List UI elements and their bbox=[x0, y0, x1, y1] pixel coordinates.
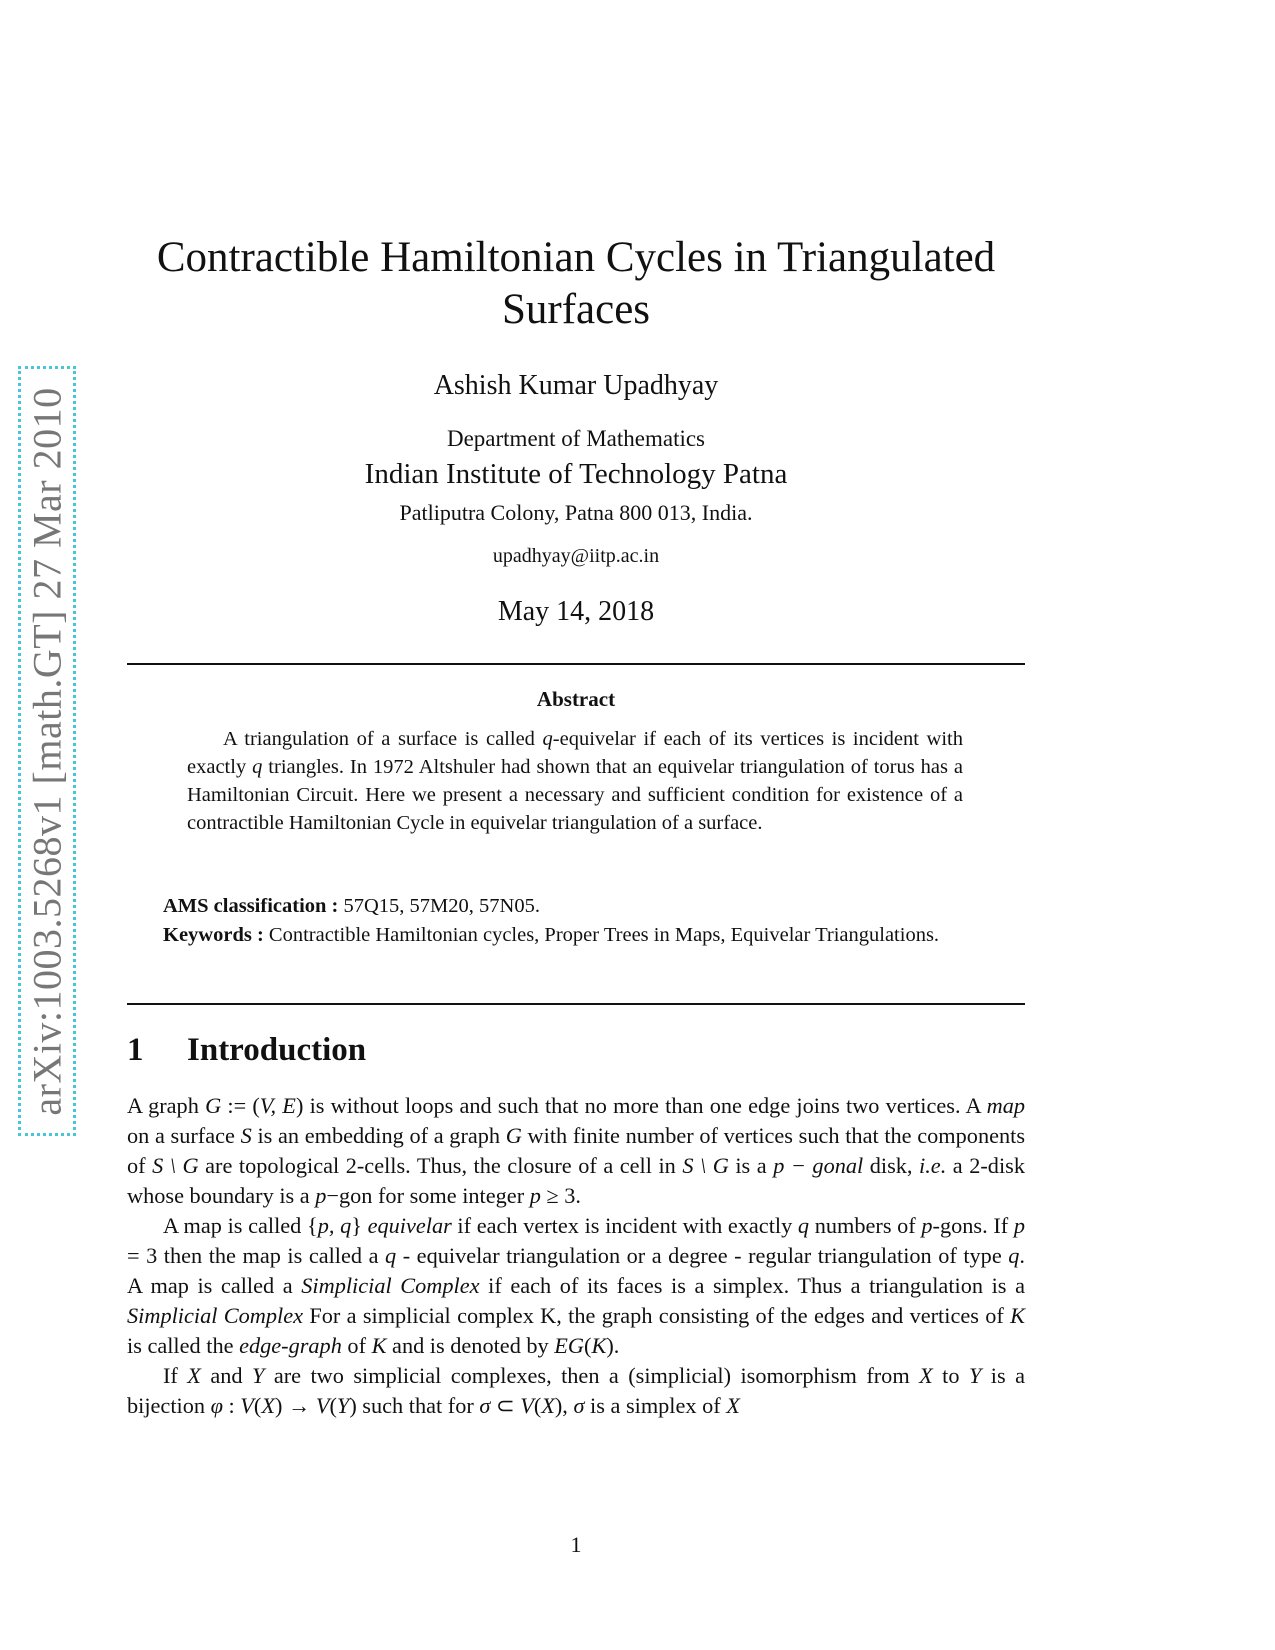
keywords bbox=[163, 921, 1089, 950]
ams-label: AMS classification : bbox=[163, 895, 339, 917]
ams-value: 57Q15, 57M20, 57N05. bbox=[338, 895, 540, 917]
paper-date: May 14, 2018 bbox=[497, 596, 655, 627]
section-number: 1 bbox=[127, 1032, 144, 1068]
intro-paragraph-1: A graph G := (V, E) is without loops and such that no more than one edge joins two vertices. A map on a surface S is an embedding of a graph G with finite number of vertices such that the components of S \ G are topological 2-cells. Thus, the closure of a cell in S \ G is a p − gonal disk, i.e. a 2-disk whose boundary is a p−gon for some integer p ≥ 3. bbox=[127, 1093, 1026, 1208]
author-institute: Indian Institute of Technology Patna bbox=[364, 458, 788, 490]
top-rule bbox=[127, 663, 1025, 665]
section-heading bbox=[127, 1032, 366, 1069]
arxiv-stamp-text[interactable]: arXiv:1003.5268v1 [math.GT] 27 Mar 2010 bbox=[24, 386, 70, 1116]
keywords-value: Contractible Hamiltonian cycles, Proper Trees in Maps, Equivelar Triangulations. bbox=[263, 924, 940, 946]
author-department: Department of Mathematics bbox=[446, 426, 706, 451]
intro-paragraph-2: A map is called {p, q} equivelar if each vertex is incident with exactly q numbers of p-gons. If p = 3 then the map is called a q - equivelar triangulation or a degree - regular triangulation of type q. A map is called a Simplicial Complex if each of its faces is a simplex. Thus a triangulation is a Simplicial Complex For a simplicial complex K, the graph consisting of the edges and vertices of K is called the edge-graph of K and is denoted by EG(K). bbox=[127, 1213, 1025, 1358]
arxiv-stamp[interactable] bbox=[18, 366, 76, 1136]
paper-title: Contractible Hamiltonian Cycles in Triangulated Surfaces bbox=[156, 234, 996, 333]
abstract-heading: Abstract bbox=[536, 687, 616, 711]
keywords-label: Keywords : bbox=[163, 924, 264, 946]
author-address: Patliputra Colony, Patna 800 013, India. bbox=[399, 500, 753, 525]
ams-classification bbox=[163, 892, 963, 921]
page-number: 1 bbox=[570, 1532, 582, 1557]
author-email: upadhyay@iitp.ac.in bbox=[492, 545, 660, 567]
section-title: Introduction bbox=[187, 1032, 367, 1068]
author-name: Ashish Kumar Upadhyay bbox=[433, 370, 719, 401]
abstract-text: A triangulation of a surface is called q-equivelar if each of its vertices is incident with exactly q triangles. In 1972 Altshuler had shown that an equivelar triangulation of torus has a Hamiltonian Circuit. Here we present a necessary and sufficient condition for existence of a contractible Hamiltonian Cycle in equivelar triangulation of a surface. bbox=[187, 728, 963, 834]
introduction-body bbox=[127, 1091, 1025, 1421]
bottom-rule bbox=[127, 1003, 1025, 1005]
intro-paragraph-3: If X and Y are two simplicial complexes, then a (simplicial) isomorphism from X to Y is a bijection φ : V(X) → V(Y) such that for σ ⊂ V(X), σ is a simplex of X bbox=[127, 1363, 1025, 1418]
